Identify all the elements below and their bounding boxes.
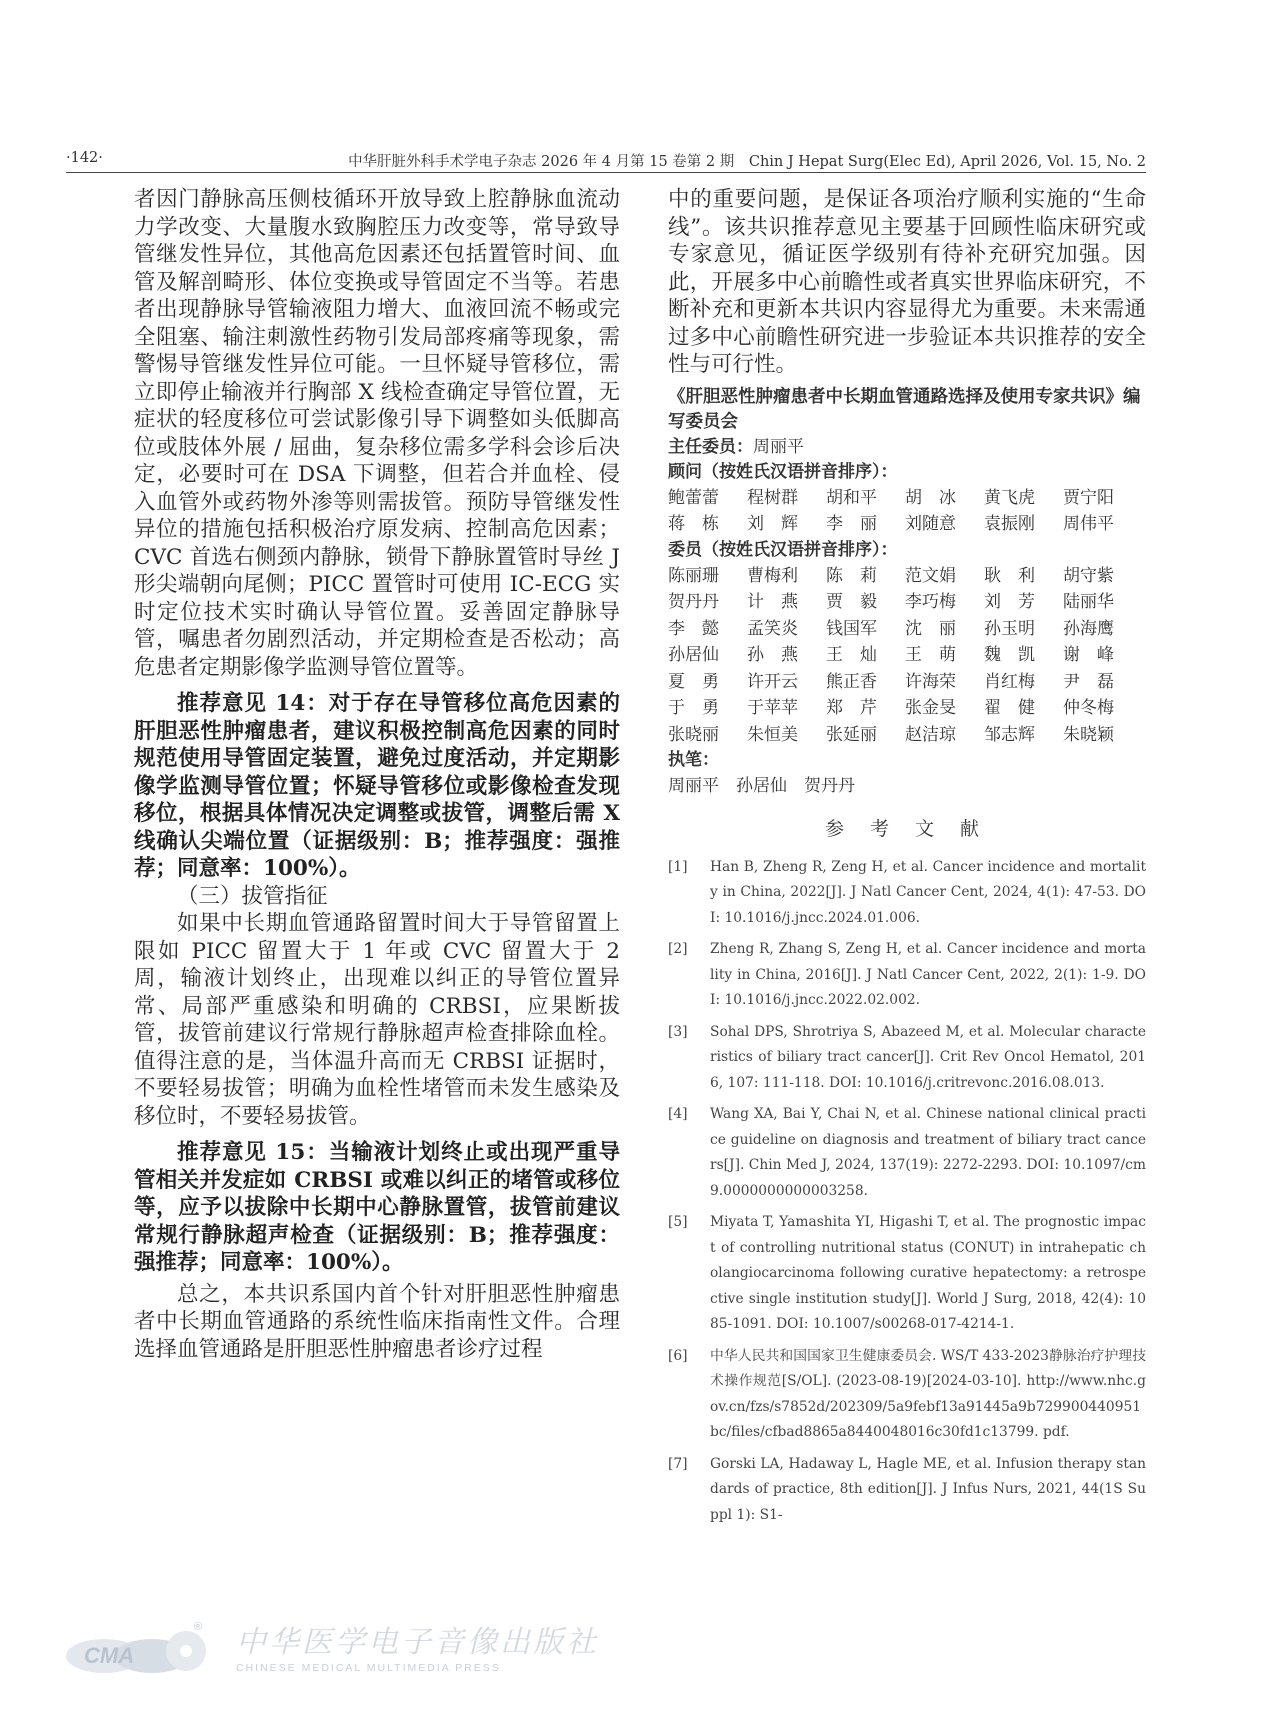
body-paragraph: 如果中长期血管通路留置时间大于导管留置上限如 PICC 留置大于 1 年或 CVC 留置大于 2 周，输液计划终止，出现难以纠正的导管位置异常、局部严重感染和明确的 CRBSI，应果断拔管，拔管前建议行常规行静脉超声检查排除血栓。值得注意的是，当体温升高而无 CRBSI 证据时，不要轻易拔管；明确为血栓性堵管而未发生感染及移位时，不要轻易拔管。 <box>134 911 620 1129</box>
reference-item <box>668 1102 1146 1204</box>
reference-item <box>668 1210 1146 1338</box>
body-paragraph: 总之，本共识系国内首个针对肝胆恶性肿瘤患者中长期血管通路的系统性临床指南性文件。合理选择血管通路是肝胆恶性肿瘤患者诊疗过程 <box>134 1281 620 1362</box>
reference-text: Gorski LA, Hadaway L, Hagle ME, et al. Infusion therapy standards of practice, 8th edition[J]. J Infus Nurs, 2021, 44(1S Suppl 1): S1- <box>710 1455 1146 1523</box>
name-row <box>668 642 1146 669</box>
members-list <box>668 563 1146 749</box>
person-name: 翟 健 <box>984 698 1035 718</box>
name-row <box>668 511 1146 538</box>
advisors-label: 顾问（按姓氏汉语拼音排序）： <box>668 461 898 482</box>
person-name: 曹梅利 <box>747 565 798 586</box>
name-row <box>668 669 1146 696</box>
publisher-logo <box>64 1616 599 1674</box>
reference-item <box>668 855 1146 932</box>
person-name: 鲍蕾蕾 <box>668 487 719 508</box>
publisher-name-en: CHINESE MEDICAL MULTIMEDIA PRESS <box>236 1662 501 1674</box>
person-name: 魏 凯 <box>984 645 1035 665</box>
name-row <box>668 485 1146 512</box>
journal-citation <box>348 150 1146 171</box>
name-row <box>668 563 1146 590</box>
body-paragraph: 者因门静脉高压侧枝循环开放导致上腔静脉血流动力学改变、大量腹水致胸腔压力改变等，常导致导管继发性异位，其他高危因素还包括置管时间、血管及解剖畸形、体位变换或导管固定不当等。若患者出现静脉导管输液阻力增大、血液回流不畅或完全阻塞、输注刺激性药物引发局部疼痛等现象，需警惕导管继发性异位可能。一旦怀疑导管移位，需立即停止输液并行胸部 X 线检查确定导管位置，无症状的轻度移位可尝试影像引导下调整如头低脚高位或肢体外展 / 屈曲，复杂移位需多学科会诊后决定，必要时可在 DSA 下调整，但若合并血栓、侵入血管外或药物外渗等则需拔管。预防导管继发性异位的措施包括积极治疗原发病、控制高危因素；CVC 首选右侧颈内静脉，锁骨下静脉置管时导丝 J 形尖端朝向尾侧；PICC 置管时可使用 IC-ECG 实时定位技术实时确认导管位置。妥善固定静脉导管，嘱患者勿剧烈活动，并定期检查是否松动；高危患者定期影像学监测导管位置等。 <box>134 187 620 680</box>
reference-text: Wang XA, Bai Y, Chai N, et al. Chinese national clinical practice guideline on diagnosis and treatment of biliary tract cancers[J]. Chin Med J, 2024, 137(19): 2272-2293. DOI: 10.1097/cm9.0000000000003258. <box>710 1106 1146 1199</box>
person-name: 张延丽 <box>826 724 877 745</box>
person-name: 程树群 <box>747 487 798 508</box>
person-name: 张晓丽 <box>668 724 719 745</box>
recommendation-15: 推荐意见 15：当输液计划终止或出现严重导管相关并发症如 CRBSI 或难以纠正的堵管或移位等，应予以拔除中长期中心静脉置管，拔管前建议常规行静脉超声检查（证据级别：B；推荐强度：强推荐；同意率：100%）。 <box>134 1140 620 1275</box>
reference-number: [5] <box>668 1214 688 1230</box>
person-name: 王 萌 <box>905 645 956 665</box>
reference-item <box>668 1452 1146 1529</box>
person-name: 邹志辉 <box>984 724 1035 745</box>
running-header <box>66 148 1146 173</box>
committee-title: 《肝胆恶性肿瘤患者中长期血管通路选择及使用专家共识》编写委员会 <box>668 386 1141 432</box>
person-name: 肖红梅 <box>984 671 1035 692</box>
person-name: 耿 利 <box>984 565 1035 586</box>
reference-number: [7] <box>668 1455 688 1472</box>
person-name: 袁振刚 <box>984 514 1035 534</box>
members-label: 委员（按姓氏汉语拼音排序）： <box>668 539 898 560</box>
publisher-name-zh: 中华医学电子音像出版社 <box>236 1625 599 1660</box>
person-name: 胡和平 <box>826 487 877 508</box>
reference-number: [1] <box>668 858 688 875</box>
body-paragraph: 中的重要问题，是保证各项治疗顺利实施的“生命线”。该共识推荐意见主要基于回顾性临床研究或专家意见，循证医学级别有待补充研究加强。因此，开展多中心前瞻性或者真实世界临床研究，不断补充和更新本共识内容显得尤为重要。未来需通过多中心前瞻性研究进一步验证本共识推荐的安全性与可行性。 <box>668 187 1146 377</box>
reference-number: [3] <box>668 1023 688 1040</box>
person-name: 沈 丽 <box>905 618 956 639</box>
registered-mark: ® <box>194 1621 203 1633</box>
name-row <box>668 589 1146 616</box>
name-row <box>668 722 1146 749</box>
person-name: 刘随意 <box>905 514 956 534</box>
person-name: 朱晓颖 <box>1063 724 1114 745</box>
person-name: 贺丹丹 <box>668 592 719 612</box>
person-name: 陈丽珊 <box>668 565 719 586</box>
person-name: 孟笑炎 <box>747 618 798 639</box>
logo-text: CMA <box>84 1643 135 1668</box>
reference-number: [6] <box>668 1347 688 1364</box>
person-name: 于 勇 <box>668 698 719 718</box>
person-name: 陆丽华 <box>1063 592 1114 612</box>
person-name: 孙海鹰 <box>1063 618 1114 639</box>
person-name: 熊正香 <box>826 671 877 692</box>
person-name: 于苹苹 <box>747 698 798 718</box>
reference-text: Han B, Zheng R, Zeng H, et al. Cancer incidence and mortality in China, 2022[J]. J Natl Cancer Cent, 2024, 4(1): 47-53. DOI: 10.1016/j.jncc.2024.01.006. <box>710 858 1146 926</box>
reference-text: Zheng R, Zhang S, Zeng H, et al. Cancer incidence and mortality in China, 2016[J]. J Natl Cancer Cent, 2022, 2(1): 1-9. DOI: 10.1016/j.jncc.2022.02.002. <box>710 941 1146 1008</box>
name-row <box>668 695 1146 722</box>
name-row <box>668 616 1146 643</box>
person-name: 孙玉明 <box>984 618 1035 639</box>
person-name: 黄飞虎 <box>984 487 1035 508</box>
reference-number: [4] <box>668 1106 688 1122</box>
references-list <box>668 855 1146 1529</box>
person-name: 孙居仙 <box>668 645 719 665</box>
journal-citation-en: Chin J Hepat Surg(Elec Ed), April 2026, Vol. 15, No. 2 <box>748 154 1146 170</box>
person-name: 张金旻 <box>905 698 956 718</box>
person-name: 朱恒美 <box>747 724 798 745</box>
person-name: 许开云 <box>747 671 798 692</box>
person-name: 胡守紫 <box>1063 565 1114 586</box>
person-name: 王 灿 <box>826 645 877 665</box>
advisors-list <box>668 485 1146 538</box>
person-name: 胡 冰 <box>905 487 956 508</box>
person-name: 李 丽 <box>826 514 877 534</box>
person-name: 刘 辉 <box>747 514 798 534</box>
reference-item <box>668 1020 1146 1097</box>
person-name: 周伟平 <box>1063 514 1114 534</box>
person-name: 仲冬梅 <box>1063 698 1114 718</box>
journal-citation-zh: 中华肝脏外科手术学电子杂志 2026 年 4 月第 15 卷第 2 期 <box>348 154 735 170</box>
chair-line <box>668 435 1146 460</box>
recommendation-14: 推荐意见 14：对于存在导管移位高危因素的肝胆恶性肿瘤患者，建议积极控制高危因素的同时规范使用导管固定装置，避免过度活动，并定期影像学监测导管位置；怀疑导管移位或影像检查发现移位，根据具体情况决定调整或拔管，调整后需 X 线确认尖端位置（证据级别：B；推荐强度：强推荐；同意率：100%）。 <box>134 691 620 881</box>
reference-text: Sohal DPS, Shrotriya S, Abazeed M, et al. Molecular characteristics of biliary tract cancer[J]. Crit Rev Oncol Hematol, 2016, 107: 111-118. DOI: 10.1016/j.critrevonc.2016.08.013. <box>710 1023 1146 1091</box>
person-name: 谢 峰 <box>1063 645 1114 665</box>
person-name: 郑 芹 <box>826 698 877 718</box>
person-name: 尹 磊 <box>1063 671 1114 692</box>
reference-text: Miyata T, Yamashita YI, Higashi T, et al. The prognostic impact of controlling nutritional status (CONUT) in intrahepatic cholangiocarcinoma following curative hepatectomy: a retrospective single institution study[J]. World J Surg, 2018, 42(4): 1085-1091. DOI: 10.1007/s00268-017-4214-1. <box>710 1214 1146 1332</box>
right-column <box>668 186 1146 1534</box>
person-name: 蒋 栋 <box>668 514 719 534</box>
reference-number: [2] <box>668 941 688 957</box>
person-name: 李巧梅 <box>905 592 956 612</box>
page-number: ·142· <box>66 150 103 166</box>
reference-item <box>668 937 1146 1014</box>
person-name: 赵洁琼 <box>905 724 956 745</box>
person-name: 李 懿 <box>668 618 719 639</box>
person-name: 许海荣 <box>905 671 956 692</box>
person-name: 范文娟 <box>905 565 956 586</box>
person-name: 计 燕 <box>747 592 798 612</box>
references-title: 参 考 文 献 <box>824 817 990 840</box>
left-column <box>134 186 620 1363</box>
chair-label: 主任委员： <box>668 436 753 457</box>
writers-names: 周丽平 孙居仙 贺丹丹 <box>668 776 855 796</box>
chair-name: 周丽平 <box>753 436 804 457</box>
person-name: 夏 勇 <box>668 671 719 692</box>
reference-item <box>668 1344 1146 1446</box>
person-name: 孙 燕 <box>747 645 798 665</box>
person-name: 刘 芳 <box>984 592 1035 612</box>
writers-label: 执笔： <box>668 750 719 770</box>
cma-logo-icon <box>64 1616 599 1674</box>
person-name: 贾宁阳 <box>1063 487 1114 508</box>
person-name: 钱国军 <box>826 618 877 639</box>
person-name: 贾 毅 <box>826 592 877 612</box>
person-name: 陈 莉 <box>826 565 877 586</box>
section-subheading: （三）拔管指征 <box>177 883 328 909</box>
reference-text: 中华人民共和国国家卫生健康委员会. WS/T 433-2023静脉治疗护理技术操作规范[S/OL]. (2023-08-19)[2024-03-10]. http://www.nhc.gov.cn/fzs/s7852d/202309/5a9febf13a91445a9b729900440951bc/files/cfbad8865a8440048016c30fd1c13799. pdf. <box>710 1347 1146 1440</box>
